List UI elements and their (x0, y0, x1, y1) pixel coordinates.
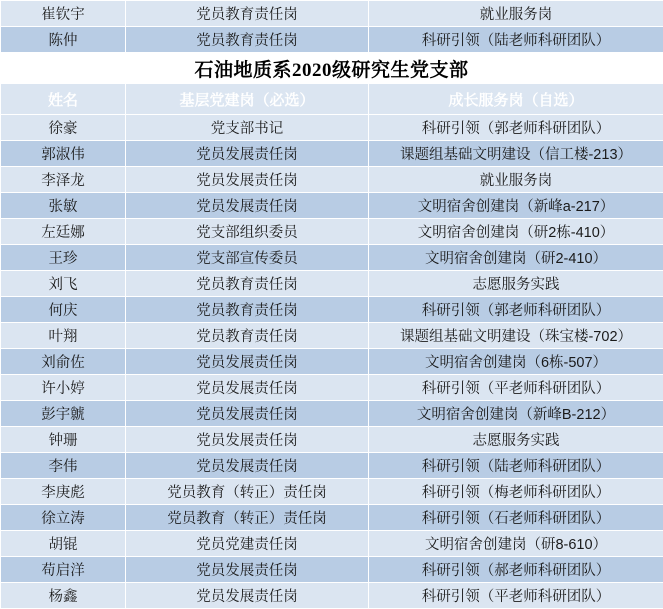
name-cell: 李庚彪 (1, 479, 126, 505)
service-post-cell: 文明宿舍创建岗（研2栋-410） (369, 219, 663, 245)
name-cell: 刘飞 (1, 271, 126, 297)
party-post-cell: 党支部组织委员 (126, 219, 369, 245)
top-fragment-body (1, 1, 663, 53)
page-title: 石油地质系2020级研究生党支部 (194, 55, 468, 82)
service-post-cell: 科研引领（石老师科研团队） (369, 505, 663, 531)
party-post-cell: 党员发展责任岗 (126, 557, 369, 583)
table-row (1, 167, 663, 193)
name-cell: 郭淑伟 (1, 141, 126, 167)
party-post-cell: 党员教育责任岗 (126, 27, 369, 53)
column-header-service-post: 成长服务岗（自选） (369, 84, 663, 115)
table-row (1, 427, 663, 453)
party-post-cell: 党员发展责任岗 (126, 141, 369, 167)
service-post-cell: 文明宿舍创建岗（新峰a-217） (369, 193, 663, 219)
service-post-cell: 志愿服务实践 (369, 271, 663, 297)
service-post-cell: 科研引领（陆老师科研团队） (369, 453, 663, 479)
table-row (1, 193, 663, 219)
party-post-cell: 党员教育责任岗 (126, 323, 369, 349)
name-cell: 李泽龙 (1, 167, 126, 193)
service-post-cell: 科研引领（平老师科研团队） (369, 375, 663, 401)
name-cell: 苟启洋 (1, 557, 126, 583)
table-row (1, 401, 663, 427)
name-cell: 崔钦宇 (1, 1, 126, 27)
party-post-cell: 党员发展责任岗 (126, 349, 369, 375)
service-post-cell: 科研引领（陆老师科研团队） (369, 27, 663, 53)
name-cell: 陈仲 (1, 27, 126, 53)
name-cell: 王珍 (1, 245, 126, 271)
name-cell: 钟珊 (1, 427, 126, 453)
table-row (1, 271, 663, 297)
table-row (1, 141, 663, 167)
name-cell: 叶翔 (1, 323, 126, 349)
party-post-cell: 党员发展责任岗 (126, 453, 369, 479)
service-post-cell: 文明宿舍创建岗（新峰B-212） (369, 401, 663, 427)
name-cell: 胡锟 (1, 531, 126, 557)
column-header-party-post: 基层党建岗（必选） (126, 84, 369, 115)
section-title (0, 53, 663, 83)
party-post-cell: 党员党建责任岗 (126, 531, 369, 557)
service-post-cell: 科研引领（梅老师科研团队） (369, 479, 663, 505)
service-post-cell: 课题组基础文明建设（信工楼-213） (369, 141, 663, 167)
table-row (1, 453, 663, 479)
name-cell: 左廷娜 (1, 219, 126, 245)
table-row (1, 323, 663, 349)
top-fragment-table (0, 0, 663, 53)
name-cell: 杨鑫 (1, 583, 126, 609)
column-header-name: 姓名 (1, 84, 126, 115)
name-cell: 徐立涛 (1, 505, 126, 531)
table-row (1, 557, 663, 583)
table-row (1, 531, 663, 557)
party-post-cell: 党员教育（转正）责任岗 (126, 505, 369, 531)
party-post-cell: 党员教育责任岗 (126, 297, 369, 323)
party-post-cell: 党员教育责任岗 (126, 271, 369, 297)
table-row (1, 219, 663, 245)
party-post-cell: 党支部书记 (126, 115, 369, 141)
party-post-cell: 党员发展责任岗 (126, 193, 369, 219)
service-post-cell: 科研引领（平老师科研团队） (369, 583, 663, 609)
table-row (1, 505, 663, 531)
party-post-cell: 党员发展责任岗 (126, 427, 369, 453)
service-post-cell: 科研引领（郝老师科研团队） (369, 557, 663, 583)
table-row (1, 583, 663, 609)
service-post-cell: 志愿服务实践 (369, 427, 663, 453)
party-post-cell: 党员发展责任岗 (126, 583, 369, 609)
party-post-cell: 党员发展责任岗 (126, 401, 369, 427)
branch-post-table (0, 83, 663, 609)
name-cell: 许小婷 (1, 375, 126, 401)
party-post-cell: 党员发展责任岗 (126, 375, 369, 401)
name-cell: 彭宇虩 (1, 401, 126, 427)
name-cell: 张敏 (1, 193, 126, 219)
name-cell: 徐豪 (1, 115, 126, 141)
service-post-cell: 就业服务岗 (369, 167, 663, 193)
service-post-cell: 文明宿舍创建岗（研2-410） (369, 245, 663, 271)
party-post-cell: 党员教育责任岗 (126, 1, 369, 27)
table-row (1, 27, 663, 53)
service-post-cell: 文明宿舍创建岗（研8-610） (369, 531, 663, 557)
table-row (1, 349, 663, 375)
table-row (1, 479, 663, 505)
table-row (1, 115, 663, 141)
party-post-cell: 党支部宣传委员 (126, 245, 369, 271)
table-row (1, 245, 663, 271)
table-row (1, 375, 663, 401)
table-header-row (1, 84, 663, 115)
service-post-cell: 就业服务岗 (369, 1, 663, 27)
party-post-cell: 党员教育（转正）责任岗 (126, 479, 369, 505)
name-cell: 刘俞佐 (1, 349, 126, 375)
party-post-cell: 党员发展责任岗 (126, 167, 369, 193)
table-row (1, 297, 663, 323)
table-row (1, 1, 663, 27)
service-post-cell: 文明宿舍创建岗（6栋-507） (369, 349, 663, 375)
service-post-cell: 课题组基础文明建设（珠宝楼-702） (369, 323, 663, 349)
service-post-cell: 科研引领（郭老师科研团队） (369, 297, 663, 323)
name-cell: 李伟 (1, 453, 126, 479)
service-post-cell: 科研引领（郭老师科研团队） (369, 115, 663, 141)
name-cell: 何庆 (1, 297, 126, 323)
